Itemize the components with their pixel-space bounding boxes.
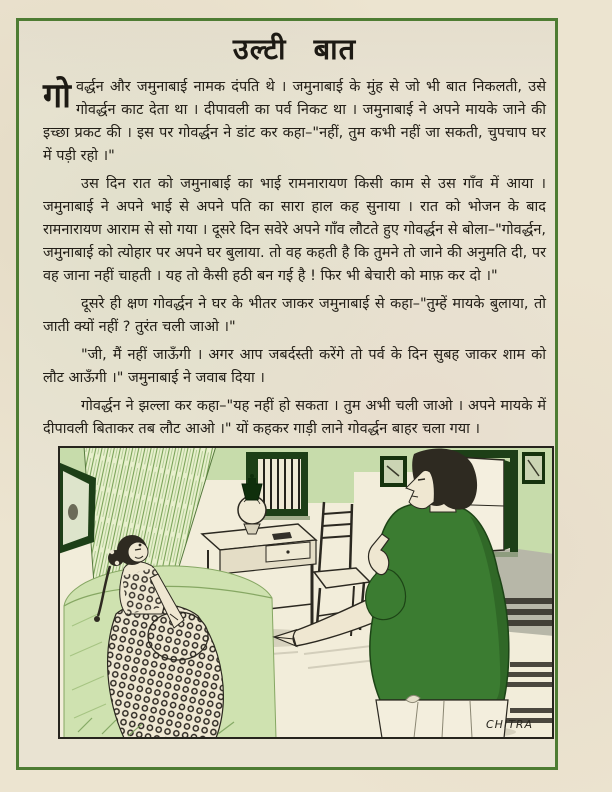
picture-frame-right <box>522 452 545 484</box>
illustration-signature: CHITRA <box>486 718 534 731</box>
story-paragraph-5: गोवर्द्धन ने झल्ला कर कहा–"यह नहीं हो सकता । तुम अभी चली जाओ । अपने मायके में दीपावली बिताकर तब लौट आओ ।" यों कहकर गाड़ी लाने गोवर्द्धन बाहर चला गया । <box>43 398 546 437</box>
story-paragraph-4: "जी, मैं नहीं जाऊँगी । अगर आप जबर्दस्ती करेंगे तो पर्व के दिन सुबह जाकर शाम को लौट आऊँगी ।" जमुनाबाई ने जवाब दिया । <box>43 347 546 386</box>
story-paragraph-1-text: वर्द्धन और जमुनाबाई नामक दंपति थे । जमुनाबाई के मुंह से जो भी बात निकलती, उसे गोवर्द्धन काट देता था । दीपावली का पर्व निकट था । जमुनाबाई ने अपने मायके जाने की इच्छा प्रकट की । इस पर गोवर्द्धन ने डांट कर कहा–"नहीं, तुम कभी नहीं जा सकती, चुपचाप घर में पड़ी रहो ।" <box>43 79 546 164</box>
story-paragraph-2: उस दिन रात को जमुनाबाई का भाई रामनारायण किसी काम से उस गाँव में आया । जमुनाबाई ने अपने भाई से अपने पति का सारा हाल कह सुनाया । रात को भोजन के बाद रामनारायण आराम से सो गया । दूसरे दिन सवेरे अपने गाँव लौटते हुए गोवर्द्धन से बोला–"गोवर्द्धन, जमुनाबाई को त्योहार पर अपने घर बुलाया. तो वह कहती है कि तुमने तो जाने की अनुमति दी, पर वह जाना नहीं चाहती । यह तो कैसी हठी बन गई है ! फिर भी बेचारी को माफ़ कर दो ।" <box>43 176 546 284</box>
story-paragraph-1 <box>43 76 546 168</box>
wall-mirror <box>58 462 96 554</box>
story-paragraph-3: दूसरे ही क्षण गोवर्द्धन ने घर के भीतर जाकर जमुनाबाई से कहा–"तुम्हें मायके बुलाया, तो जाती क्यों नहीं ? तुरंत चली जाओ ।" <box>43 296 546 335</box>
story-illustration <box>57 446 555 739</box>
picture-frame-left <box>380 456 407 487</box>
page-green-border <box>16 18 558 770</box>
drop-cap: गो <box>43 76 71 116</box>
story-illustration-svg <box>57 446 555 739</box>
woman-face <box>128 542 148 562</box>
page-title: उल्टी बात <box>232 32 357 66</box>
